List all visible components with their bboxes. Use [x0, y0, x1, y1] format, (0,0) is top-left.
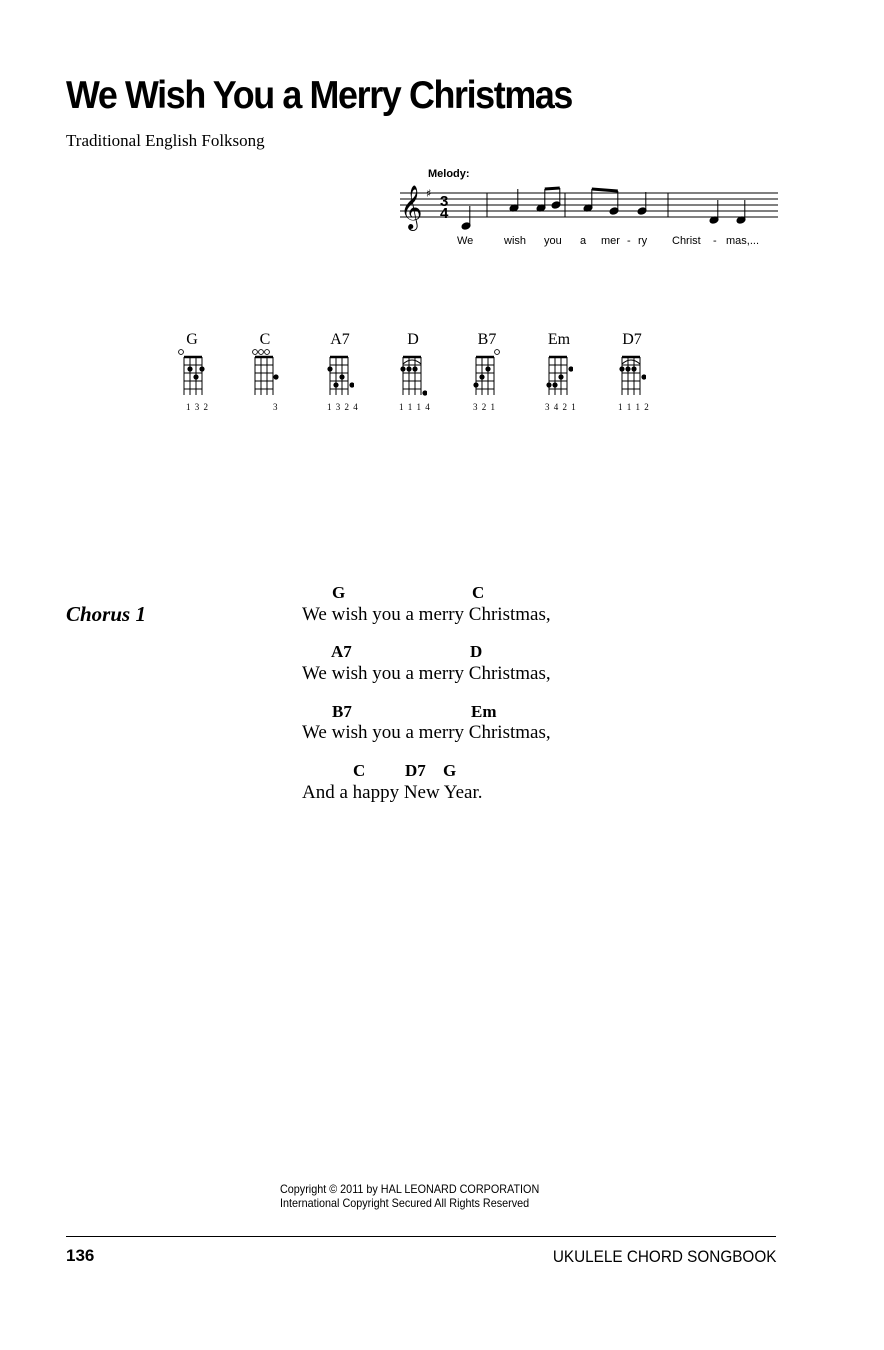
lyric-chord: G [332, 583, 346, 602]
melody-lyric: mas,... [726, 235, 760, 247]
melody-lyric: wish [504, 235, 527, 247]
chord-diagram-name: C [259, 331, 271, 348]
chord-fingering: 1 3 2 [186, 402, 209, 412]
section-label: Chorus 1 [66, 602, 146, 626]
lyric-line: We wish you a merry Christmas, [302, 604, 551, 625]
time-signature-bottom: 4 [440, 205, 449, 222]
page-number: 136 [66, 1246, 95, 1265]
melody-lyric: We [457, 235, 474, 247]
sharp-icon: ♯ [426, 187, 432, 200]
copyright-line: Copyright © 2011 by HAL LEONARD CORPORATION [280, 1182, 540, 1196]
melody-lyric: you [544, 235, 562, 247]
chord-diagram-d7 [618, 348, 646, 400]
chord-diagram-name: Em [547, 331, 571, 348]
chord-diagram-b7 [472, 348, 500, 400]
melody-lyric: Christ [672, 235, 701, 247]
lyric-line: We wish you a merry Christmas, [302, 663, 551, 684]
copyright-line: International Copyright Secured All Rights Reserved [280, 1196, 530, 1210]
chord-fingering: 1 3 2 4 [327, 402, 359, 412]
melody-lyric: ry [638, 235, 648, 247]
lyric-chord: G [443, 761, 457, 780]
chord-fingering: 3 [273, 402, 279, 412]
chord-fingering: 1 1 1 4 [399, 402, 431, 412]
melody-lyric: - [713, 235, 717, 247]
chord-fingering: 1 1 1 2 [618, 402, 650, 412]
melody-lyric: - [627, 235, 631, 247]
footer-divider [66, 1236, 776, 1237]
melody-lyric: mer [601, 235, 620, 247]
chord-diagram-name: A7 [330, 331, 350, 348]
melody-label: Melody: [428, 168, 470, 180]
book-title: UKULELE CHORD SONGBOOK [552, 1247, 776, 1266]
chord-diagram-name: D [407, 331, 419, 348]
chord-diagram-name: D7 [622, 331, 642, 348]
chord-diagram-g [178, 348, 206, 400]
chord-diagram-a7 [326, 348, 354, 400]
lyric-chord: B7 [332, 702, 352, 721]
song-subtitle: Traditional English Folksong [66, 131, 265, 150]
lyric-chord: C [353, 761, 366, 780]
chord-diagram-d [399, 348, 427, 400]
chord-fingering: 3 4 2 1 [545, 402, 577, 412]
lyric-chord: Em [471, 702, 497, 721]
melody-staff [398, 180, 782, 236]
melody-lyric: a [580, 235, 587, 247]
lyric-line: We wish you a merry Christmas, [302, 722, 551, 743]
song-title: We Wish You a Merry Christmas [66, 74, 572, 117]
treble-clef-icon: 𝄞 [400, 185, 423, 229]
lyric-chord: D [470, 642, 483, 661]
chord-diagram-em [545, 348, 573, 400]
lyric-chord: A7 [331, 642, 352, 661]
chord-fingering: 3 2 1 [473, 402, 496, 412]
time-signature-top: 3 [440, 193, 449, 210]
chord-diagram-c [252, 348, 280, 400]
lyric-chord: C [472, 583, 485, 602]
chord-diagram-name: B7 [477, 331, 497, 348]
lyric-line: And a happy New Year. [302, 782, 483, 803]
chord-diagram-name: G [186, 331, 198, 348]
lyric-chord: D7 [405, 761, 426, 780]
